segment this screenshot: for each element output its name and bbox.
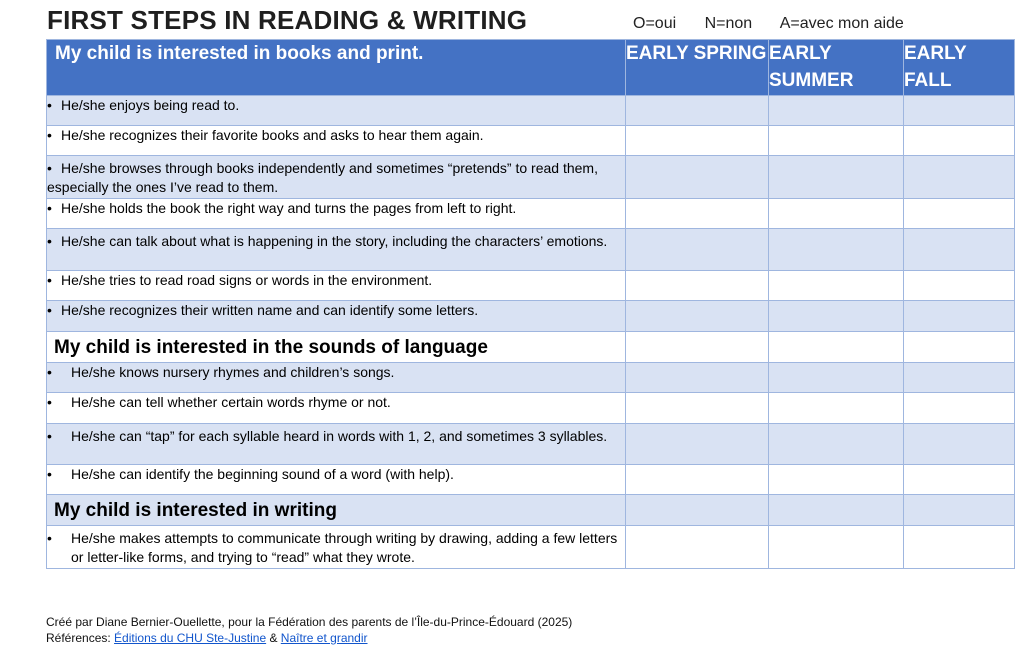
cell-spring[interactable] <box>626 271 769 301</box>
item-text: • He/she can talk about what is happening in the story, including the characters’ emotions. <box>47 229 626 271</box>
link-chu-ste-justine[interactable]: Éditions du CHU Ste-Justine <box>114 631 267 645</box>
page-title: FIRST STEPS IN READING & WRITING <box>47 5 528 35</box>
header-early-fall: EARLY FALL <box>904 40 1015 96</box>
header-books-print: My child is interested in books and print. <box>47 40 626 96</box>
item-text: • He/she can identify the beginning sound of a word (with help). <box>47 465 626 495</box>
header-row <box>47 40 1015 96</box>
cell-summer[interactable] <box>769 393 904 424</box>
item-text: • He/she can tell whether certain words rhyme or not. <box>47 393 626 424</box>
cell-fall[interactable] <box>904 271 1015 301</box>
item-text: • He/she makes attempts to communicate through writing by drawing, adding a few letters or letter-like forms, and trying to “read” what they wrote. <box>47 526 626 569</box>
cell-summer[interactable] <box>769 156 904 199</box>
legend-avec-aide: A=avec mon aide <box>779 15 904 32</box>
cell-spring[interactable] <box>626 301 769 332</box>
cell-fall[interactable] <box>904 96 1015 126</box>
cell-fall[interactable] <box>904 199 1015 229</box>
cell-summer[interactable] <box>769 424 904 465</box>
section-title-writing: My child is interested in writing <box>47 495 626 526</box>
references-label: Références: <box>46 631 115 645</box>
table-row <box>47 271 1015 301</box>
item-text: • He/she enjoys being read to. <box>47 96 626 126</box>
section-title-sounds: My child is interested in the sounds of language <box>47 332 626 363</box>
table-row <box>47 363 1015 393</box>
cell-summer[interactable] <box>769 301 904 332</box>
table-row <box>47 393 1015 424</box>
table-row <box>47 156 1015 199</box>
cell-spring[interactable] <box>626 465 769 495</box>
table-row <box>47 199 1015 229</box>
cell-fall[interactable] <box>904 363 1015 393</box>
cell-spring[interactable] <box>626 363 769 393</box>
footer-credit: Créé par Diane Bernier-Ouellette, pour la Fédération des parents de l’Île-du-Prince-Édouard (2025) <box>46 615 573 629</box>
cell-fall[interactable] <box>904 424 1015 465</box>
table-row <box>47 126 1015 156</box>
header-early-spring: EARLY SPRING <box>626 40 769 96</box>
cell-summer[interactable] <box>769 526 904 569</box>
section-row-writing <box>47 495 1015 526</box>
header-early-summer: EARLY SUMMER <box>769 40 904 96</box>
cell-spring[interactable] <box>626 229 769 271</box>
item-text: • He/she holds the book the right way and turns the pages from left to right. <box>47 199 626 229</box>
item-text: • He/she knows nursery rhymes and children’s songs. <box>47 363 626 393</box>
cell-spring[interactable] <box>626 126 769 156</box>
footer <box>46 614 572 646</box>
table-row <box>47 229 1015 271</box>
cell-fall[interactable] <box>904 229 1015 271</box>
legend-non: N=non <box>704 15 753 32</box>
item-text: • He/she can “tap” for each syllable heard in words with 1, 2, and sometimes 3 syllables. <box>47 424 626 465</box>
item-text: • He/she browses through books independently and sometimes “pretends” to read them, especially the ones I’ve read to them. <box>47 156 626 199</box>
cell-summer[interactable] <box>769 199 904 229</box>
legend-oui: O=oui <box>633 15 677 32</box>
table-row <box>47 465 1015 495</box>
cell-spring[interactable] <box>626 96 769 126</box>
answer-legend <box>633 15 928 33</box>
checklist-table <box>46 39 1015 569</box>
cell-summer[interactable] <box>769 96 904 126</box>
cell-fall[interactable] <box>904 526 1015 569</box>
cell-summer[interactable] <box>769 126 904 156</box>
footer-references <box>46 630 572 646</box>
cell-fall[interactable] <box>904 301 1015 332</box>
cell-summer[interactable] <box>769 271 904 301</box>
cell-spring[interactable] <box>626 156 769 199</box>
cell-fall[interactable] <box>904 156 1015 199</box>
item-text: • He/she recognizes their favorite books and asks to hear them again. <box>47 126 626 156</box>
cell-spring[interactable] <box>626 199 769 229</box>
cell-fall[interactable] <box>904 393 1015 424</box>
cell-summer[interactable] <box>769 363 904 393</box>
cell-spring[interactable] <box>626 424 769 465</box>
cell-fall[interactable] <box>904 126 1015 156</box>
cell-spring[interactable] <box>626 526 769 569</box>
table-row <box>47 301 1015 332</box>
section-row-sounds <box>47 332 1015 363</box>
cell-summer[interactable] <box>769 465 904 495</box>
item-text: • He/she tries to read road signs or words in the environment. <box>47 271 626 301</box>
link-naitre-et-grandir[interactable]: Naître et grandir <box>280 631 368 645</box>
references-amp: & <box>266 631 281 645</box>
table-row <box>47 96 1015 126</box>
cell-spring[interactable] <box>626 393 769 424</box>
table-row <box>47 424 1015 465</box>
cell-fall[interactable] <box>904 465 1015 495</box>
item-text: • He/she recognizes their written name and can identify some letters. <box>47 301 626 332</box>
cell-summer[interactable] <box>769 229 904 271</box>
table-row <box>47 526 1015 569</box>
